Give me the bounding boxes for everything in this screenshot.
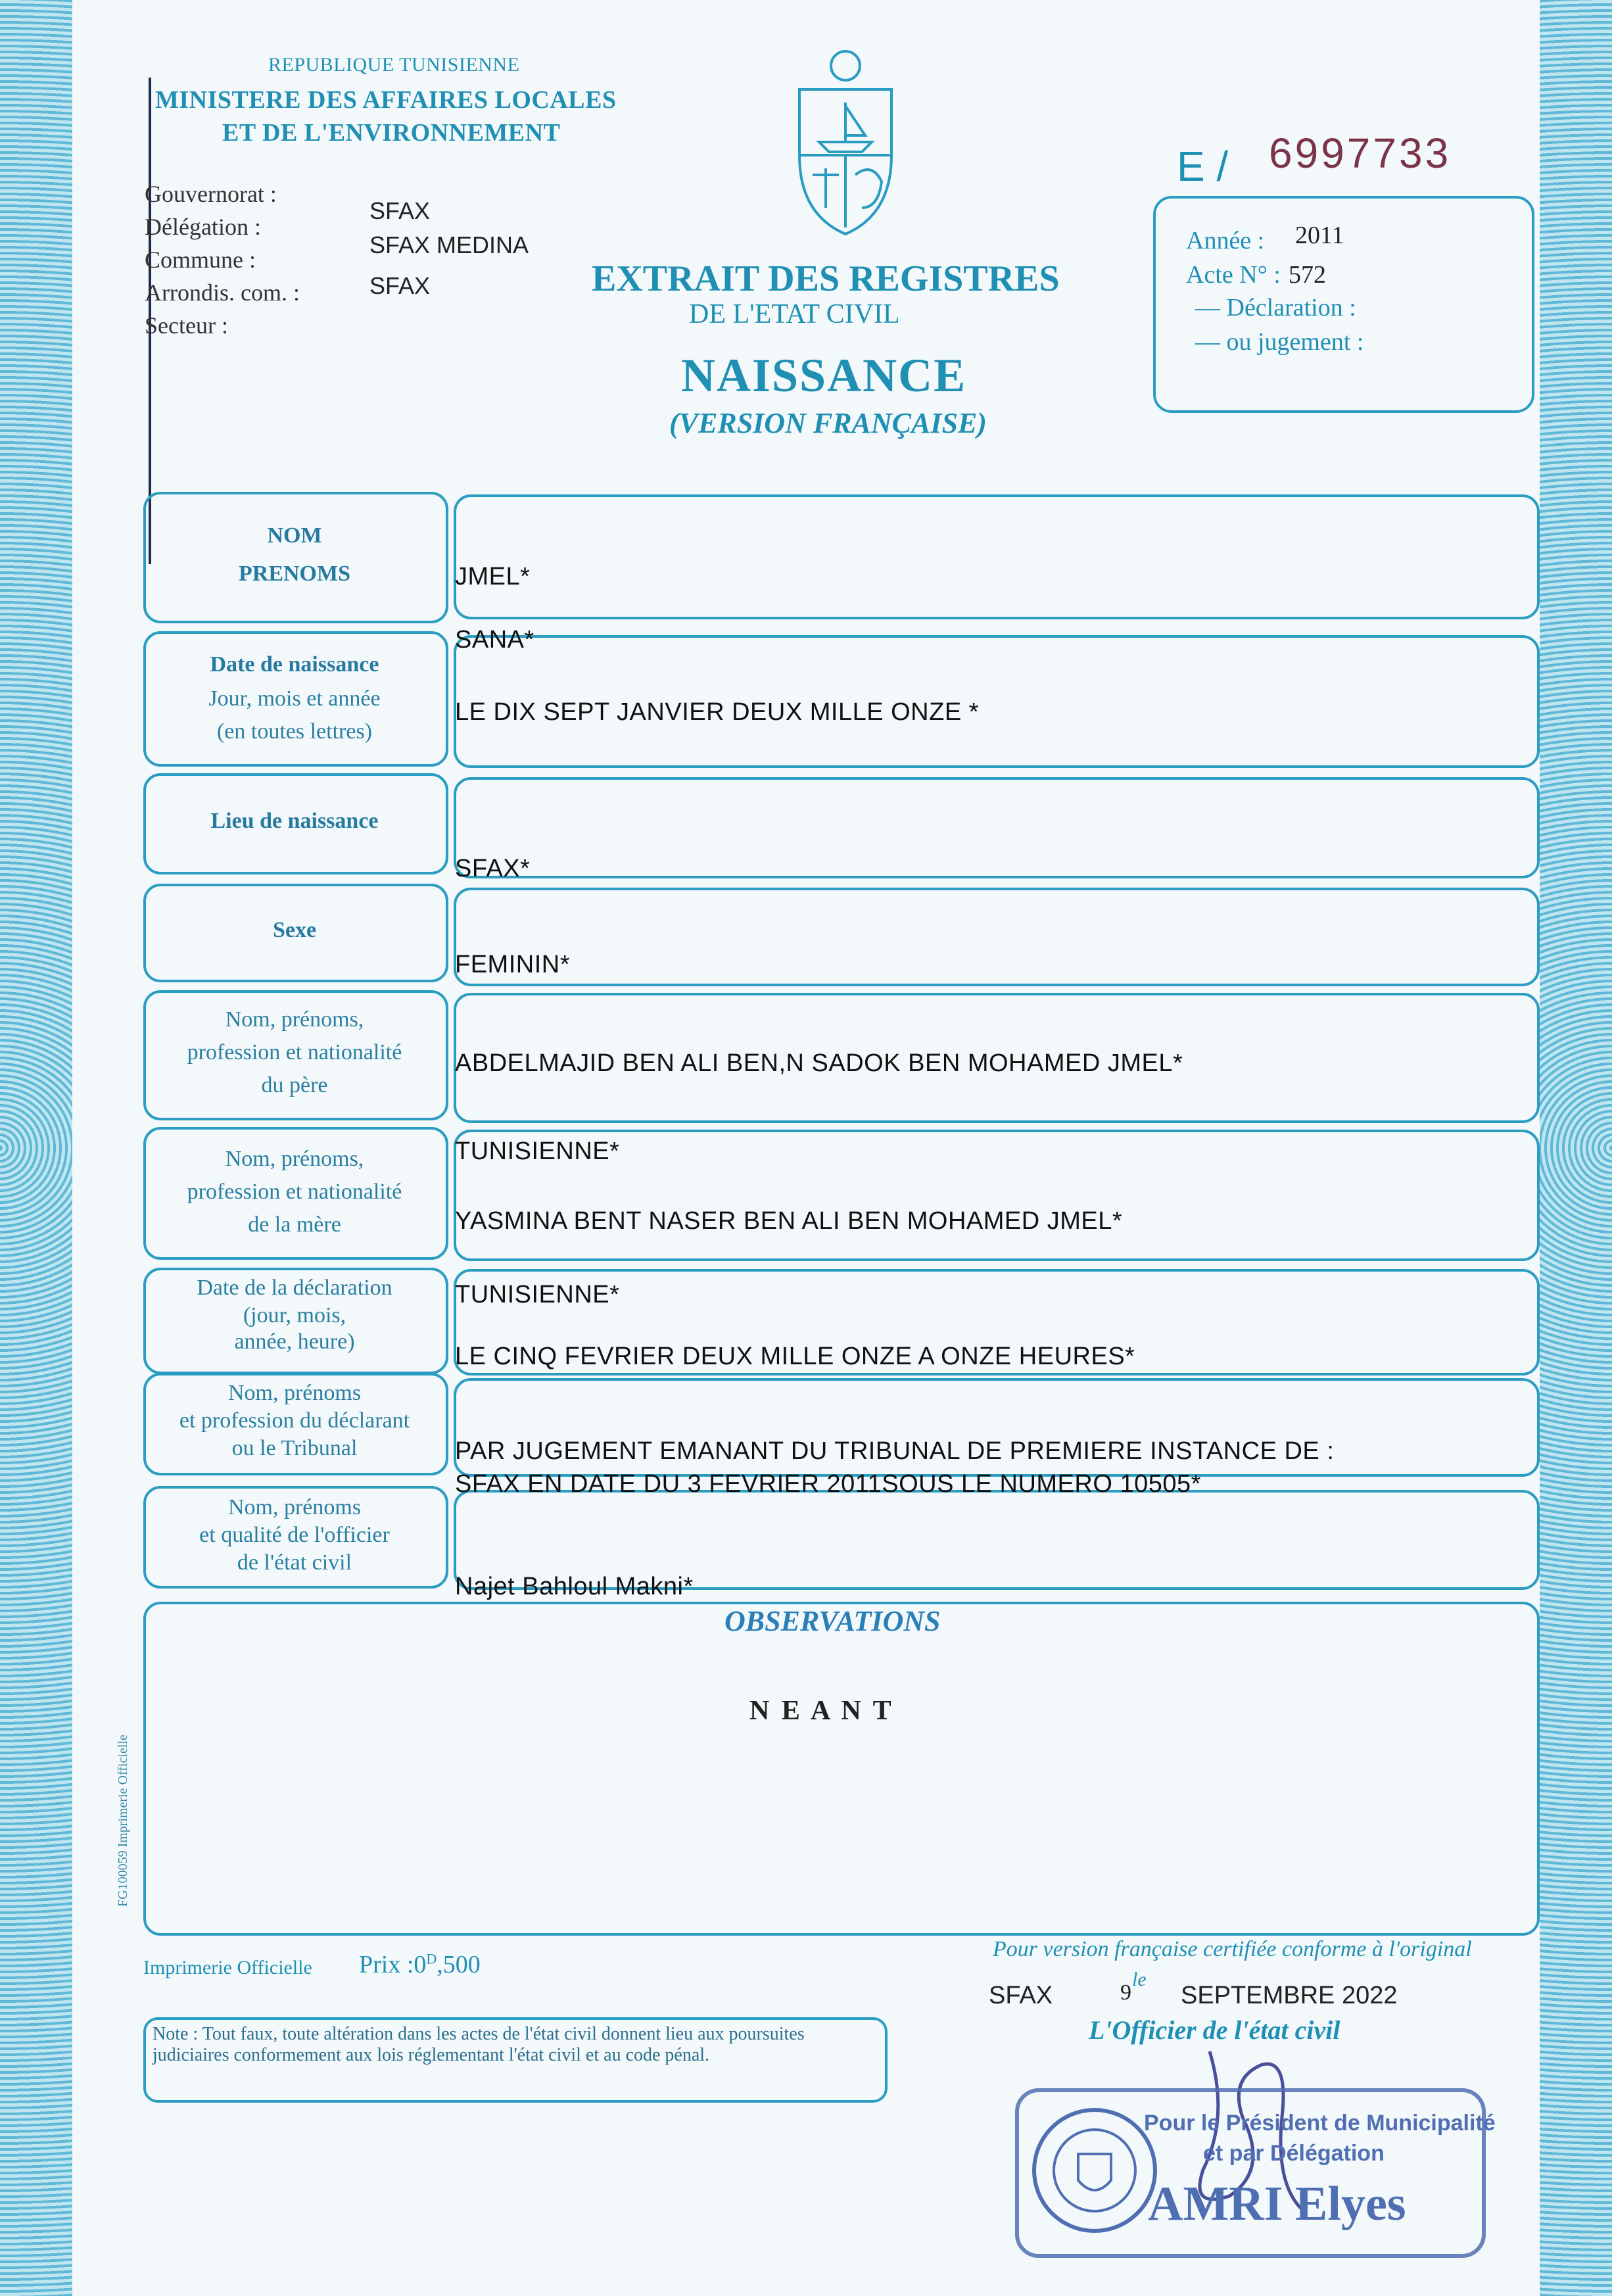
pere-value: ABDELMAJID BEN ALI BEN,N SADOK BEN MOHAMED JMEL* (455, 1049, 1183, 1077)
stamp-line1: Pour le Président de Municipalité (1144, 2111, 1496, 2136)
mere-nationalite: TUNISIENNE* (455, 1281, 620, 1308)
sexe-label: Sexe (272, 918, 317, 942)
nom-value-box (454, 494, 1540, 619)
observations-box (143, 1602, 1540, 1936)
ministry-line1: MINISTERE DES AFFAIRES LOCALES (155, 86, 617, 114)
secteur-label: Secteur : (145, 312, 228, 339)
officier-label3: de l'état civil (237, 1550, 352, 1575)
acte-value: 572 (1289, 261, 1326, 289)
decl-label3: année, heure) (234, 1329, 355, 1354)
arrondis-value: SFAX (369, 272, 431, 299)
title-extrait: EXTRAIT DES REGISTRES (592, 258, 1060, 299)
serial-number: 6997733 (1269, 130, 1452, 177)
sexe-value-box (454, 888, 1540, 986)
acte-label: Acte N° : (1186, 261, 1281, 289)
lieu-label: Lieu de naissance (210, 809, 379, 833)
decl-label1: Date de la déclaration (197, 1276, 392, 1300)
coat-of-arms-emblem (780, 43, 911, 241)
stamp-name: AMRI Elyes (1148, 2177, 1406, 2231)
decl-value: LE CINQ FEVRIER DEUX MILLE ONZE A ONZE HEURES* (455, 1343, 1135, 1370)
prenoms-label: PRENOMS (239, 562, 350, 586)
declarant-label2: et profession du déclarant (179, 1408, 410, 1433)
pere-label2: profession et nationalité (187, 1040, 402, 1064)
footer-place: SFAX (989, 1982, 1053, 2009)
gouvernorat-label: Gouvernorat : (145, 181, 277, 207)
naissance-value: LE DIX SEPT JANVIER DEUX MILLE ONZE * (455, 698, 980, 726)
pere-label1: Nom, prénoms, (225, 1007, 364, 1032)
officier-label2: et qualité de l'officier (199, 1523, 390, 1547)
mere-label2: profession et nationalité (187, 1180, 402, 1204)
naissance-label1: Date de naissance (210, 652, 379, 677)
nom-value: JMEL* (455, 563, 531, 590)
title-etat-civil: DE L'ETAT CIVIL (689, 299, 900, 329)
gouvernorat-value: SFAX (369, 197, 431, 224)
jugement-label: — ou jugement : (1195, 328, 1364, 356)
naissance-label2: Jour, mois et année (208, 686, 381, 711)
lieu-value: SFAX* (455, 855, 531, 882)
prix: Prix $:0^D,500$ (359, 1950, 481, 1978)
footer-day: 9 (1120, 1980, 1131, 2005)
side-printer-code: FG100059 Imprimerie Officielle (116, 1734, 130, 1907)
observations-title: OBSERVATIONS (724, 1605, 941, 1637)
observations-value: N E A N T (749, 1696, 894, 1726)
commune-label: Commune : (145, 247, 256, 273)
declarant-label3: ou le Tribunal (231, 1436, 358, 1460)
sexe-value: FEMININ* (455, 951, 570, 978)
footer-month-year: SEPTEMBRE 2022 (1181, 1982, 1398, 2009)
arrondis-label: Arrondis. com. : (145, 279, 300, 306)
footer-le: le (1132, 1969, 1147, 1990)
certifiee-text: Pour version française certifiée conforme à l'original (993, 1937, 1472, 1961)
declaration-label: — Déclaration : (1195, 294, 1356, 322)
ministry-line2: ET DE L'ENVIRONNEMENT (222, 119, 561, 147)
delegation-label: Délégation : (145, 214, 261, 240)
decl-label2: (jour, mois, (243, 1303, 346, 1327)
annee-label: Année : (1186, 227, 1265, 254)
stamp-seal-icon (1026, 2101, 1164, 2239)
declarant-value1: PAR JUGEMENT EMANANT DU TRIBUNAL DE PREMIERE INSTANCE DE : (455, 1437, 1335, 1465)
footer-officier-title: L'Officier de l'état civil (1089, 2015, 1340, 2045)
serial-prefix: E / (1177, 143, 1229, 190)
officier-value: Najet Bahloul Makni* (455, 1573, 694, 1600)
mere-label3: de la mère (248, 1212, 341, 1237)
stamp-line2: et par Délégation (1203, 2141, 1385, 2166)
nom-label-box (143, 492, 448, 623)
annee-value: 2011 (1295, 222, 1344, 249)
prenom-value: SANA* (455, 626, 534, 654)
imprimerie-label: Imprimerie Officielle (143, 1957, 312, 1978)
delegation-value: SFAX MEDINA (369, 231, 529, 258)
officier-label1: Nom, prénoms (227, 1495, 362, 1519)
mere-label1: Nom, prénoms, (225, 1147, 364, 1171)
naissance-label3: (en toutes lettres) (216, 719, 373, 744)
title-version: (VERSION FRANÇAISE) (669, 407, 987, 439)
title-naissance: NAISSANCE (681, 349, 967, 402)
lieu-value-box (454, 777, 1540, 878)
declarant-label1: Nom, prénoms (227, 1381, 362, 1405)
legal-note-text: Note : Tout faux, toute altération dans les actes de l'état civil donnent lieu aux poursuites judiciaires conformement aux lois réglementant l'état civil et au code pénal. (153, 2024, 805, 2066)
mere-value: YASMINA BENT NASER BEN ALI BEN MOHAMED JMEL* (455, 1207, 1123, 1235)
declarant-value2: SFAX EN DATE DU 3 FEVRIER 2011SOUS LE NUMERO 10505* (455, 1470, 1201, 1498)
pere-label3: du père (261, 1073, 328, 1097)
republic-header: REPUBLIQUE TUNISIENNE (268, 54, 520, 76)
nom-label: NOM (267, 523, 322, 548)
pere-nationalite: TUNISIENNE* (455, 1137, 620, 1165)
